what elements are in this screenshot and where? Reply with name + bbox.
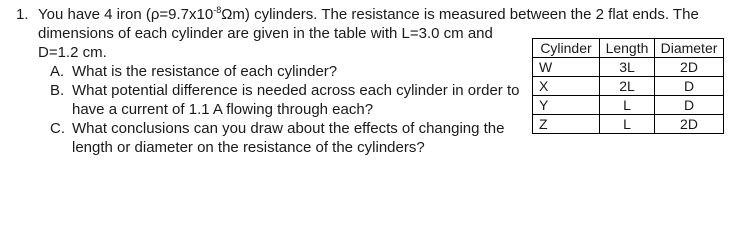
cell-cylinder: Z (533, 115, 600, 134)
subquestion-text: What is the resistance of each cylinder? (72, 63, 338, 80)
header-length: Length (600, 39, 655, 58)
table-row (533, 58, 724, 77)
table-header-row (533, 39, 724, 58)
cell-length: L (600, 96, 655, 115)
problem-line-2: dimensions of each cylinder are given in the table with L=3.0 cm and (38, 25, 493, 42)
subquestion-letter: B. (50, 82, 65, 99)
cylinder-dimensions-table (532, 38, 724, 134)
table-row (533, 96, 724, 115)
cell-diameter: D (655, 96, 724, 115)
resistivity-exponent: -8 (213, 5, 222, 15)
subquestion-b (50, 81, 519, 101)
problem-line-1a: You have 4 iron (ρ=9.7x10 (38, 6, 214, 23)
cell-cylinder: Y (533, 96, 600, 115)
subquestion-letter: A. (50, 63, 65, 80)
header-cylinder: Cylinder (533, 39, 600, 58)
cell-cylinder: X (533, 77, 600, 96)
cell-diameter: 2D (655, 115, 724, 134)
subquestion-text: What conclusions can you draw about the effects of changing the (72, 120, 505, 137)
cell-length: 2L (600, 77, 655, 96)
subquestion-c-continued: length or diameter on the resistance of the cylinders? (72, 139, 425, 156)
subquestion-a (50, 62, 337, 82)
question-number: 1. (16, 6, 29, 23)
subquestion-b-continued: have a current of 1.1 A flowing through each? (72, 101, 374, 118)
problem-line-1b: Ωm) cylinders. The resistance is measured between the 2 flat ends. The (221, 6, 699, 23)
cell-diameter: D (655, 77, 724, 96)
cell-length: L (600, 115, 655, 134)
problem-line-1 (38, 5, 699, 25)
cell-length: 3L (600, 58, 655, 77)
cell-diameter: 2D (655, 58, 724, 77)
subquestion-c (50, 119, 505, 139)
cell-cylinder: W (533, 58, 600, 77)
subquestion-letter: C. (50, 120, 65, 137)
subquestion-text: What potential difference is needed across each cylinder in order to (72, 82, 520, 99)
header-diameter: Diameter (655, 39, 724, 58)
problem-line-3: D=1.2 cm. (38, 44, 107, 61)
table-row (533, 115, 724, 134)
table-row (533, 77, 724, 96)
